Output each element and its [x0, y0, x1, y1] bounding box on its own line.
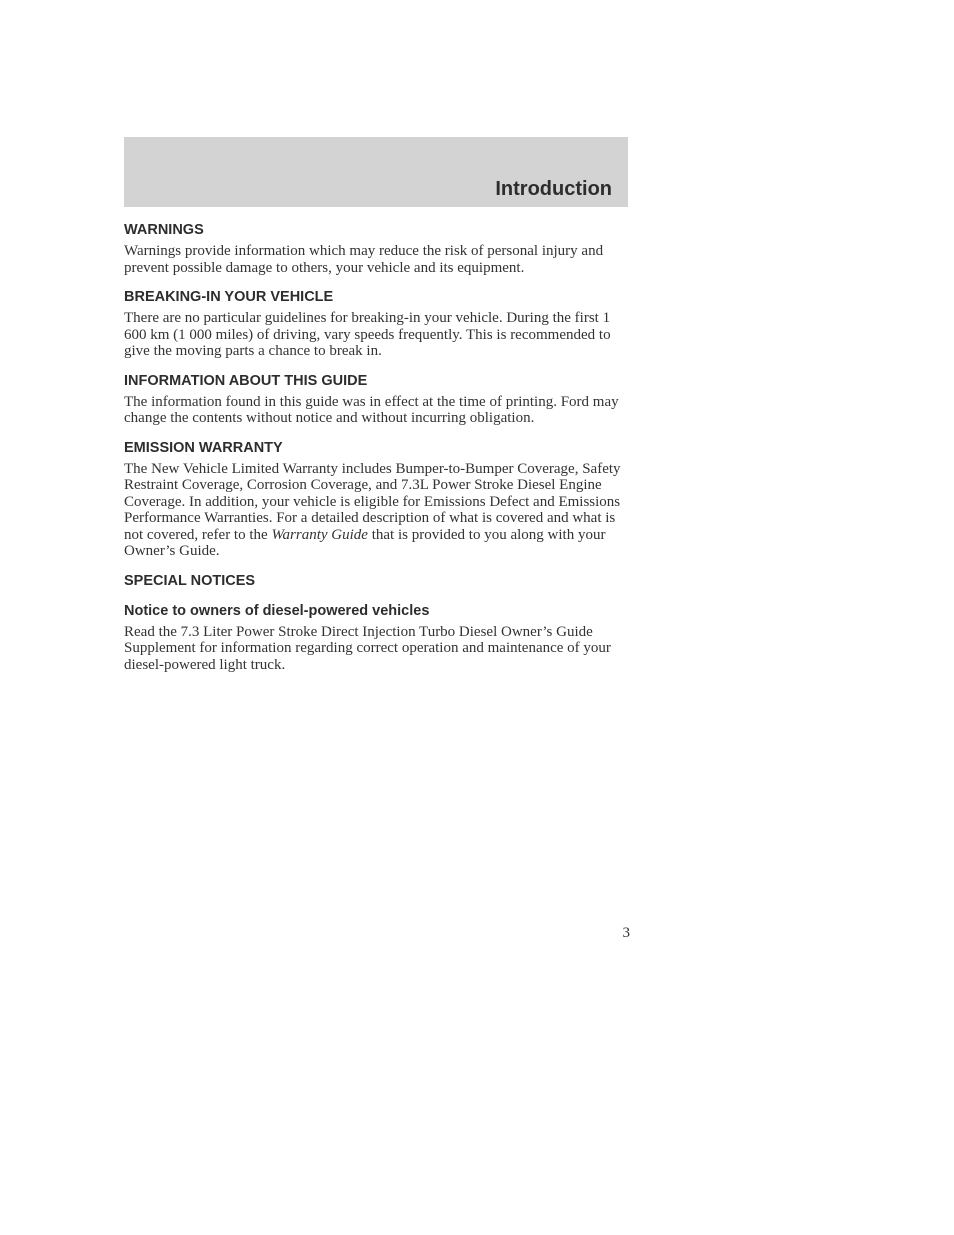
page-content — [124, 221, 630, 685]
section-breaking-in — [124, 288, 630, 360]
body-text: The New Vehicle Limited Warranty includes Bumper-to-Bumper Coverage, Safety Restraint Coverage, Corrosion Coverage, and 7.3L Power Stroke Diesel Engine Coverage. In addition, your vehicle is eligible for Emissions Defect and Emissions Performance Warranties. For a detailed description of what is covered and what is not covered, refer to the — [124, 460, 621, 543]
section-heading: WARNINGS — [124, 222, 204, 238]
page-number: 3 — [622, 925, 630, 941]
section-guide-information — [124, 372, 630, 427]
section-body — [124, 461, 630, 560]
section-emission-warranty — [124, 439, 630, 560]
section-body: Warnings provide information which may reduce the risk of personal injury and prevent possible damage to others, your vehicle and its equipment. — [124, 243, 604, 276]
section-special-notices — [124, 572, 630, 674]
chapter-title: Introduction — [495, 178, 612, 200]
body-text: that is provided to you along with your Owner’s Guide. — [124, 526, 606, 559]
section-body: Read the 7.3 Liter Power Stroke Direct Injection Turbo Diesel Owner’s Guide Supplement for information regarding correct operation and maintenance of your diesel-powered light truck. — [124, 623, 611, 673]
section-heading: EMISSION WARRANTY — [124, 439, 283, 456]
section-body: There are no particular guidelines for breaking-in your vehicle. During the first 1 600 km (1 000 miles) of driving, vary speeds frequently. This is recommended to give the moving parts a chance to break in. — [124, 310, 611, 359]
chapter-header-band — [124, 137, 628, 207]
section-heading: BREAKING-IN YOUR VEHICLE — [124, 289, 334, 305]
section-warnings — [124, 221, 630, 276]
section-heading: SPECIAL NOTICES — [124, 572, 256, 589]
section-heading: INFORMATION ABOUT THIS GUIDE — [124, 372, 368, 389]
warranty-guide-title: Warranty Guide — [271, 526, 368, 543]
section-body: The information found in this guide was in effect at the time of printing. Ford may change the contents without notice and without incurring obligation. — [124, 393, 619, 426]
notice-subheading: Notice to owners of diesel-powered vehicles — [124, 602, 430, 619]
